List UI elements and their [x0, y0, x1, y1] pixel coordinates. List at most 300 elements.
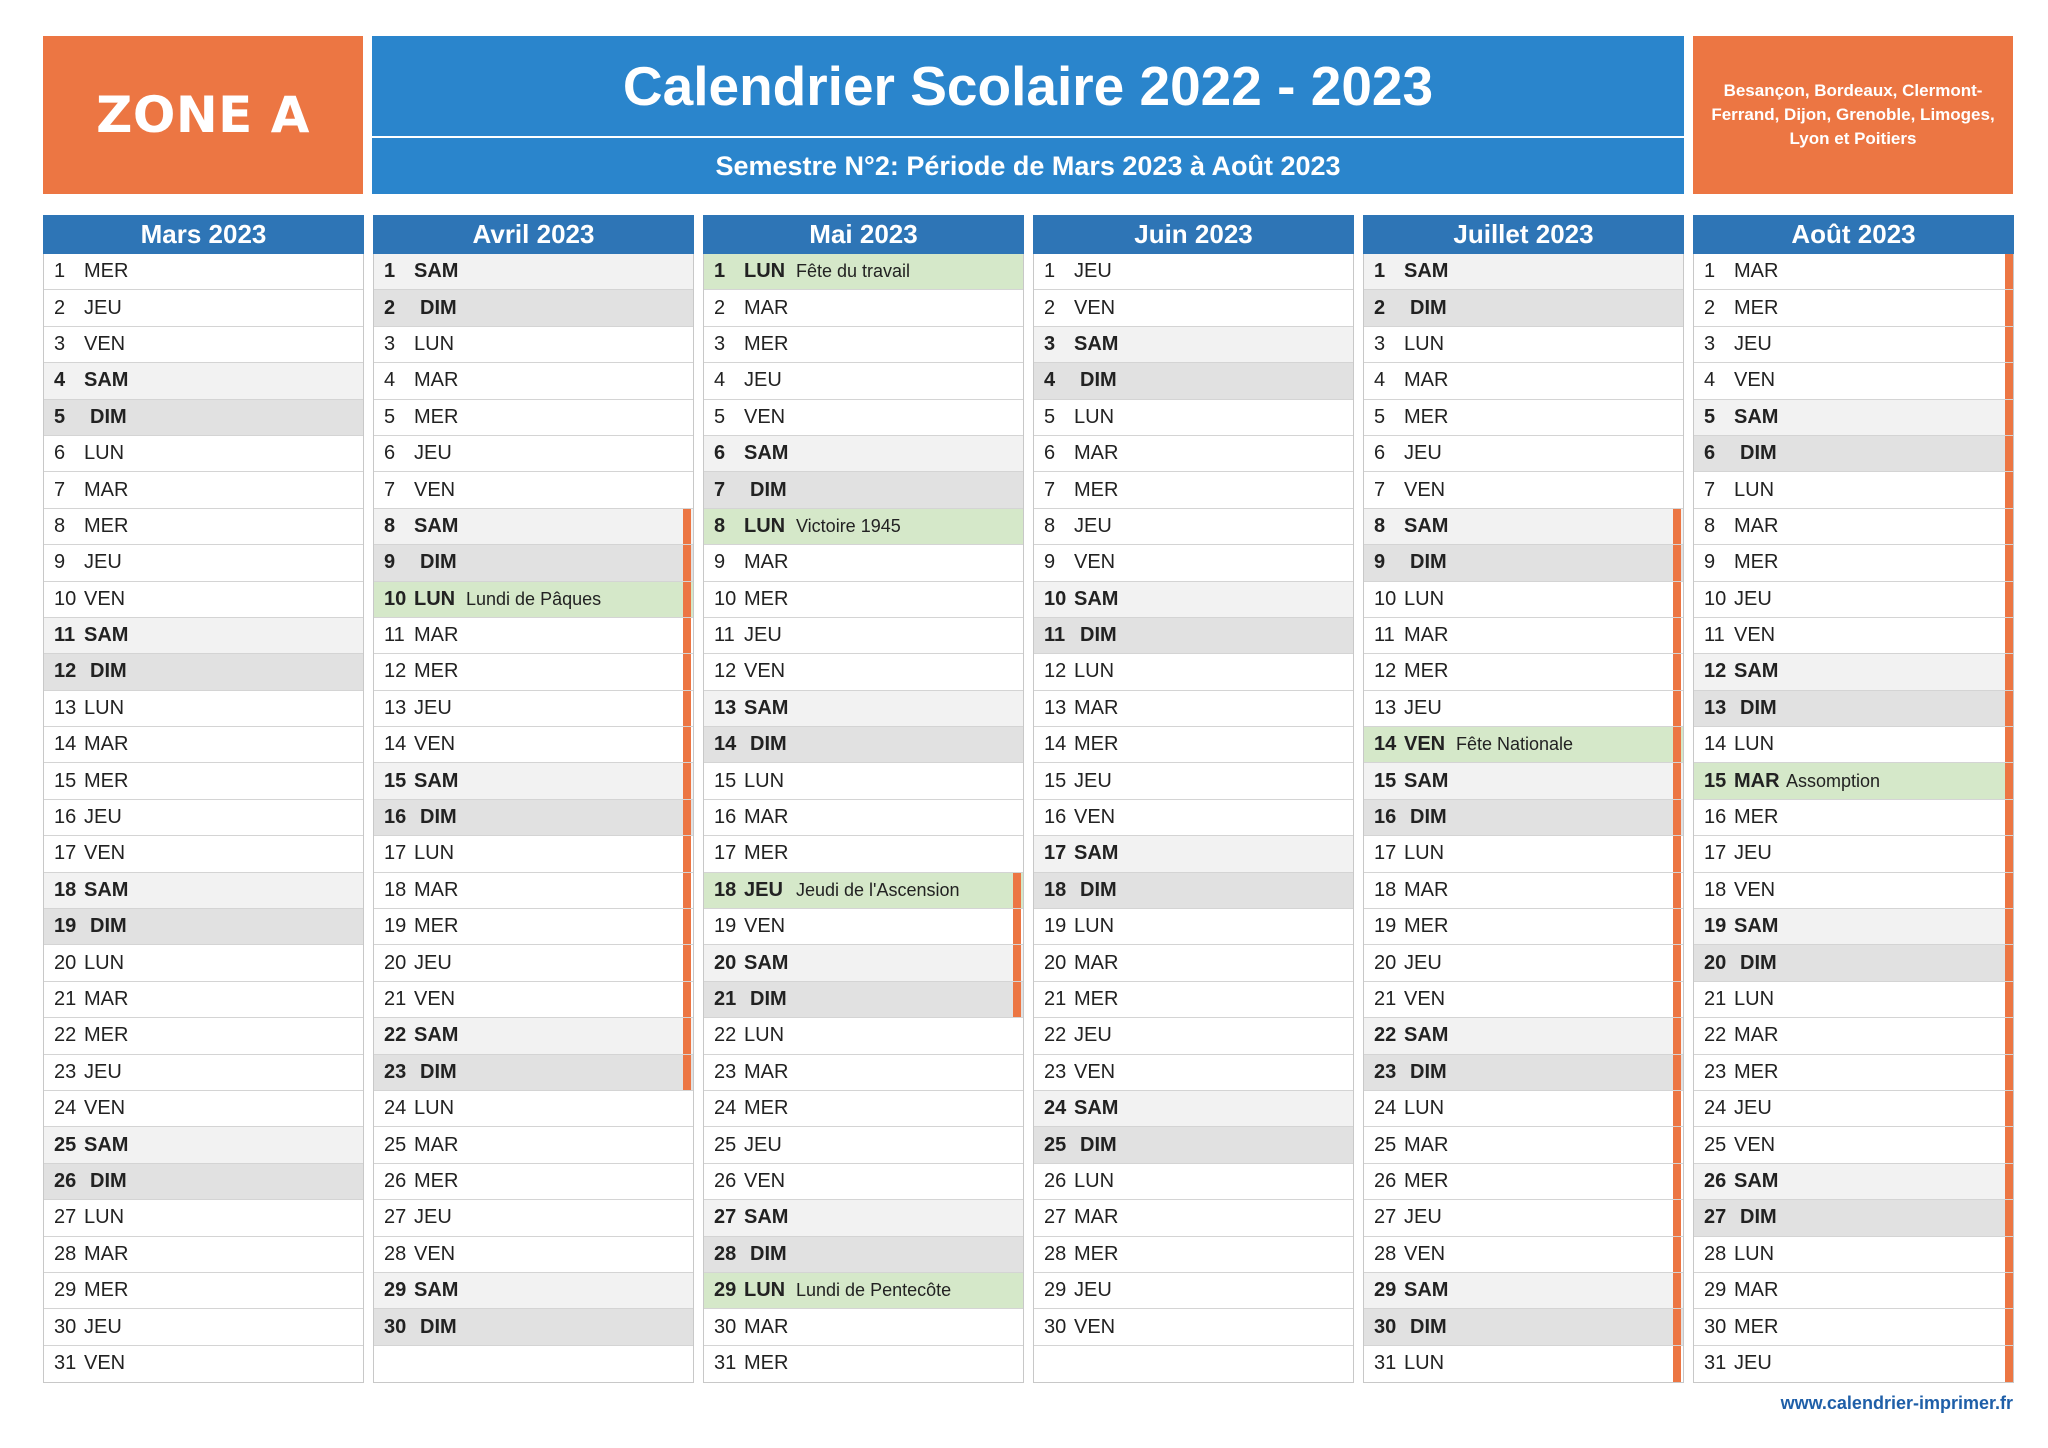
day-row [1364, 1309, 1683, 1345]
day-number: 23 [54, 1060, 77, 1083]
day-row [1034, 545, 1353, 581]
day-number: 29 [1704, 1279, 1727, 1302]
day-number: 18 [54, 878, 77, 901]
zone-label: ZONE A [43, 36, 363, 194]
day-of-week: MER [1404, 1169, 1449, 1192]
day-number: 22 [1044, 1024, 1067, 1047]
day-number: 31 [1704, 1352, 1727, 1375]
day-number: 13 [384, 696, 407, 719]
day-row [1034, 582, 1353, 618]
day-number: 25 [54, 1133, 77, 1156]
day-of-week: DIM [420, 296, 457, 319]
day-of-week: JEU [1074, 260, 1112, 283]
day-of-week: DIM [90, 915, 127, 938]
month-days [1363, 254, 1684, 1383]
day-number: 16 [714, 806, 737, 829]
day-row [44, 1200, 363, 1236]
day-row [374, 1309, 693, 1345]
day-number: 30 [384, 1315, 407, 1338]
day-number: 22 [1704, 1024, 1727, 1047]
day-number: 16 [1374, 806, 1397, 829]
day-row [1694, 290, 2013, 326]
day-number: 3 [1044, 332, 1056, 355]
day-of-week: SAM [1734, 405, 1779, 428]
day-row [44, 254, 363, 290]
day-row [44, 836, 363, 872]
day-row [704, 1273, 1023, 1309]
day-of-week: LUN [744, 1024, 785, 1047]
day-number: 2 [714, 296, 726, 319]
day-of-week: VEN [1404, 733, 1446, 756]
day-row [44, 290, 363, 326]
day-of-week: MER [1404, 915, 1449, 938]
day-row [1694, 545, 2013, 581]
month-column [703, 215, 1024, 1383]
day-number: 21 [1044, 988, 1067, 1010]
day-row [374, 763, 693, 799]
day-row [44, 763, 363, 799]
day-row [44, 363, 363, 399]
day-of-week: VEN [744, 1169, 786, 1192]
day-of-week: DIM [1080, 878, 1117, 901]
day-of-week: MER [744, 587, 789, 610]
day-of-week: MER [1734, 1060, 1779, 1083]
day-number: 5 [1044, 405, 1056, 428]
day-row [44, 509, 363, 545]
day-row [374, 618, 693, 654]
day-row [44, 1018, 363, 1054]
day-row [44, 727, 363, 763]
day-number: 28 [1374, 1242, 1397, 1265]
day-of-week: SAM [1734, 1169, 1779, 1192]
day-of-week: MAR [1074, 696, 1119, 719]
day-of-week: MER [84, 1024, 129, 1047]
day-row [704, 691, 1023, 727]
day-number: 4 [714, 369, 726, 392]
day-row [374, 1273, 693, 1309]
day-row [704, 1164, 1023, 1200]
day-number: 11 [1374, 624, 1395, 647]
holiday-label: Lundi de Pâques [466, 588, 602, 609]
day-number: 26 [1704, 1169, 1727, 1192]
day-of-week: MER [1074, 478, 1119, 501]
footer-website-link[interactable]: www.calendrier-imprimer.fr [1780, 1393, 2013, 1413]
day-of-week: DIM [1740, 696, 1777, 719]
day-of-week: LUN [84, 951, 125, 974]
day-row [1034, 618, 1353, 654]
day-number: 13 [1704, 696, 1727, 719]
day-number: 10 [1704, 587, 1727, 610]
day-row [1034, 1273, 1353, 1309]
day-number: 4 [1374, 369, 1386, 392]
day-row [1364, 873, 1683, 909]
day-number: 20 [54, 951, 77, 974]
day-of-week: SAM [84, 624, 129, 647]
day-number: 28 [384, 1242, 407, 1265]
day-of-week: JEU [1404, 951, 1442, 974]
day-row [1694, 1346, 2013, 1382]
month-column [373, 215, 694, 1383]
day-row [1034, 254, 1353, 290]
day-of-week: MAR [1404, 624, 1449, 647]
day-number: 23 [384, 1060, 407, 1083]
day-number: 26 [384, 1169, 407, 1192]
day-row [1034, 654, 1353, 690]
day-row [1034, 800, 1353, 836]
day-row [704, 1018, 1023, 1054]
day-row [44, 618, 363, 654]
day-row [1694, 436, 2013, 472]
day-row [1034, 363, 1353, 399]
day-row [1034, 1018, 1353, 1054]
day-of-week: VEN [414, 733, 456, 756]
day-number: 9 [714, 551, 726, 574]
day-of-week: DIM [750, 988, 787, 1010]
day-of-week: LUN [744, 1279, 786, 1302]
day-of-week: MER [414, 660, 459, 683]
day-of-week: SAM [84, 1133, 129, 1156]
day-of-week: VEN [1734, 624, 1776, 647]
day-row [704, 763, 1023, 799]
day-row [704, 836, 1023, 872]
day-number: 26 [54, 1169, 77, 1192]
day-number: 14 [1704, 733, 1727, 756]
day-row [704, 873, 1023, 909]
day-number: 14 [384, 733, 407, 756]
day-of-week: VEN [744, 915, 786, 938]
day-of-week: MAR [1074, 951, 1119, 974]
day-of-week: MAR [414, 878, 459, 901]
day-number: 19 [54, 915, 77, 938]
day-row [1034, 509, 1353, 545]
day-of-week: MER [414, 1169, 459, 1192]
day-of-week: DIM [1080, 369, 1117, 392]
day-of-week: SAM [744, 696, 789, 719]
day-row [374, 1164, 693, 1200]
day-row [1364, 800, 1683, 836]
day-row [374, 290, 693, 326]
day-of-week: LUN [84, 1206, 125, 1229]
day-of-week: LUN [414, 332, 455, 355]
day-of-week: LUN [744, 769, 785, 792]
day-number: 12 [1704, 660, 1727, 683]
day-row [374, 1055, 693, 1091]
day-row [704, 800, 1023, 836]
day-number: 5 [54, 405, 66, 428]
day-number: 11 [1704, 624, 1725, 647]
day-row [1034, 290, 1353, 326]
day-of-week: DIM [1410, 296, 1447, 319]
day-of-week: JEU [414, 442, 452, 465]
day-row [44, 1309, 363, 1345]
day-number: 6 [384, 442, 396, 465]
day-row [704, 582, 1023, 618]
day-of-week: SAM [84, 878, 129, 901]
day-number: 8 [54, 514, 66, 537]
day-row [1034, 873, 1353, 909]
day-number: 3 [1374, 332, 1386, 355]
day-number: 5 [1374, 405, 1386, 428]
day-of-week: SAM [414, 260, 459, 283]
day-of-week: VEN [1074, 296, 1116, 319]
day-number: 19 [384, 915, 407, 938]
day-of-week: DIM [420, 806, 457, 829]
day-row [1364, 654, 1683, 690]
day-number: 24 [1044, 1097, 1067, 1120]
day-of-week: MER [84, 260, 129, 283]
day-number: 22 [54, 1024, 77, 1047]
day-of-week: SAM [414, 1024, 459, 1047]
day-of-week: DIM [1410, 1060, 1447, 1083]
day-number: 17 [1044, 842, 1067, 865]
day-row [704, 982, 1023, 1018]
holiday-label: Fête Nationale [1456, 734, 1574, 755]
day-of-week: JEU [414, 1206, 452, 1229]
day-of-week: VEN [1074, 1315, 1116, 1338]
day-number: 5 [1704, 405, 1716, 428]
day-row [1364, 1346, 1683, 1382]
day-number: 13 [1044, 696, 1067, 719]
day-of-week: DIM [1410, 806, 1447, 829]
day-number: 7 [1044, 478, 1056, 501]
day-of-week: VEN [1404, 1242, 1446, 1265]
month-column [1363, 215, 1684, 1383]
day-of-week: MAR [1734, 1279, 1779, 1302]
day-number: 6 [54, 442, 66, 465]
day-number: 24 [54, 1097, 77, 1120]
day-of-week: LUN [1734, 733, 1775, 756]
day-row [374, 727, 693, 763]
day-of-week: VEN [1074, 551, 1116, 574]
day-number: 1 [714, 260, 726, 283]
day-number: 29 [714, 1279, 737, 1302]
day-number: 19 [714, 915, 737, 938]
day-number: 11 [54, 624, 76, 647]
day-row [1364, 763, 1683, 799]
day-row [704, 618, 1023, 654]
day-number: 12 [1374, 660, 1397, 683]
day-row [44, 1127, 363, 1163]
day-of-week: LUN [1734, 1242, 1775, 1265]
day-row [1694, 618, 2013, 654]
day-of-week: SAM [1404, 1279, 1449, 1302]
day-row [374, 800, 693, 836]
day-number: 29 [1044, 1279, 1067, 1302]
day-of-week: JEU [744, 369, 782, 392]
day-row [44, 1091, 363, 1127]
day-of-week: DIM [1740, 951, 1777, 974]
month-header: Mars 2023 [43, 215, 364, 254]
day-of-week: SAM [1074, 332, 1119, 355]
day-row [704, 1346, 1023, 1382]
day-number: 20 [1374, 951, 1397, 974]
empty-day-row [1034, 1346, 1353, 1382]
day-of-week: VEN [414, 988, 456, 1010]
day-number: 26 [1374, 1169, 1397, 1192]
day-row [704, 509, 1023, 545]
day-number: 1 [1044, 260, 1056, 283]
day-number: 2 [384, 296, 396, 319]
day-of-week: MAR [1074, 442, 1119, 465]
day-number: 23 [1044, 1060, 1067, 1083]
day-of-week: VEN [1734, 1133, 1776, 1156]
day-row [704, 400, 1023, 436]
day-number: 4 [384, 369, 396, 392]
day-of-week: JEU [414, 696, 452, 719]
day-row [704, 945, 1023, 981]
day-row [1034, 1055, 1353, 1091]
day-number: 7 [1374, 478, 1386, 501]
day-row [374, 836, 693, 872]
day-row [1694, 945, 2013, 981]
day-of-week: MER [1734, 806, 1779, 829]
day-number: 13 [54, 696, 77, 719]
day-row [1034, 763, 1353, 799]
day-number: 6 [714, 442, 726, 465]
day-of-week: JEU [744, 1133, 782, 1156]
day-number: 18 [1374, 878, 1397, 901]
day-number: 8 [1044, 514, 1056, 537]
month-header: Juin 2023 [1033, 215, 1354, 254]
day-of-week: SAM [84, 369, 129, 392]
day-row [1694, 1055, 2013, 1091]
day-number: 10 [384, 587, 407, 610]
day-of-week: VEN [1734, 369, 1776, 392]
day-of-week: LUN [1074, 405, 1115, 428]
day-of-week: MER [414, 405, 459, 428]
day-row [374, 982, 693, 1018]
day-number: 30 [714, 1315, 737, 1338]
day-row [1364, 254, 1683, 290]
day-of-week: DIM [1080, 624, 1117, 647]
day-row [1364, 363, 1683, 399]
day-number: 12 [54, 660, 77, 683]
cities-list: Besançon, Bordeaux, Clermont-Ferrand, Dijon, Grenoble, Limoges, Lyon et Poitiers [1693, 36, 2013, 194]
day-number: 25 [714, 1133, 737, 1156]
day-number: 5 [384, 405, 396, 428]
day-of-week: LUN [744, 514, 786, 537]
day-of-week: MAR [414, 624, 459, 647]
day-of-week: SAM [744, 442, 789, 465]
day-number: 17 [1374, 842, 1397, 865]
day-of-week: JEU [84, 1315, 122, 1338]
day-number: 12 [384, 660, 407, 683]
day-number: 27 [54, 1206, 77, 1229]
day-number: 15 [384, 769, 407, 792]
day-row [1034, 327, 1353, 363]
day-of-week: SAM [1404, 260, 1449, 283]
day-of-week: VEN [744, 405, 786, 428]
day-number: 14 [1374, 733, 1397, 756]
day-of-week: DIM [750, 1242, 787, 1265]
month-days [1033, 254, 1354, 1383]
day-number: 29 [384, 1279, 407, 1302]
day-of-week: SAM [414, 769, 459, 792]
day-row [374, 1237, 693, 1273]
day-of-week: DIM [90, 1169, 127, 1192]
month-header: Août 2023 [1693, 215, 2014, 254]
day-of-week: MER [1074, 1242, 1119, 1265]
day-number: 2 [1704, 296, 1716, 319]
day-row [704, 1055, 1023, 1091]
month-column [1033, 215, 1354, 1383]
day-number: 16 [54, 806, 77, 829]
day-of-week: SAM [1404, 514, 1449, 537]
day-row [1694, 909, 2013, 945]
day-row [44, 909, 363, 945]
day-of-week: JEU [84, 551, 122, 574]
day-row [704, 545, 1023, 581]
day-number: 27 [1044, 1206, 1067, 1229]
day-row [1694, 1091, 2013, 1127]
day-row [1364, 509, 1683, 545]
day-number: 25 [1374, 1133, 1397, 1156]
day-number: 20 [1704, 951, 1727, 974]
day-row [1694, 582, 2013, 618]
day-row [1364, 618, 1683, 654]
day-row [374, 400, 693, 436]
day-of-week: LUN [84, 442, 125, 465]
day-number: 30 [54, 1315, 77, 1338]
day-number: 10 [714, 587, 737, 610]
empty-day-row [374, 1346, 693, 1382]
day-row [704, 654, 1023, 690]
day-row [704, 1237, 1023, 1273]
day-of-week: DIM [1740, 442, 1777, 465]
day-row [1034, 945, 1353, 981]
day-row [1364, 1200, 1683, 1236]
day-row [1364, 691, 1683, 727]
day-row [1694, 400, 2013, 436]
day-of-week: MER [1074, 988, 1119, 1010]
day-row [374, 873, 693, 909]
day-row [1694, 800, 2013, 836]
holiday-label: Lundi de Pentecôte [796, 1280, 952, 1301]
day-number: 14 [54, 733, 77, 756]
day-of-week: JEU [1404, 696, 1442, 719]
day-number: 29 [54, 1279, 77, 1302]
day-number: 1 [1374, 260, 1386, 283]
day-row [1034, 1309, 1353, 1345]
day-row [1034, 836, 1353, 872]
day-row [1034, 727, 1353, 763]
day-of-week: JEU [1404, 442, 1442, 465]
day-row [1694, 1127, 2013, 1163]
day-row [1364, 1018, 1683, 1054]
day-row [1694, 873, 2013, 909]
day-of-week: SAM [1074, 587, 1119, 610]
day-number: 21 [54, 988, 77, 1010]
day-row [44, 327, 363, 363]
day-number: 15 [1704, 769, 1727, 792]
day-number: 13 [714, 696, 737, 719]
day-number: 28 [54, 1242, 77, 1265]
day-row [1364, 1273, 1683, 1309]
month-days [43, 254, 364, 1383]
day-of-week: MAR [744, 806, 789, 829]
day-of-week: DIM [420, 1315, 457, 1338]
day-number: 23 [714, 1060, 737, 1083]
day-of-week: VEN [84, 332, 126, 355]
day-row [1694, 763, 2013, 799]
day-of-week: DIM [1410, 1315, 1447, 1338]
day-of-week: VEN [744, 660, 786, 683]
day-row [44, 1055, 363, 1091]
day-of-week: MAR [414, 1133, 459, 1156]
day-of-week: JEU [84, 1060, 122, 1083]
day-number: 8 [714, 514, 726, 537]
day-row [1034, 400, 1353, 436]
